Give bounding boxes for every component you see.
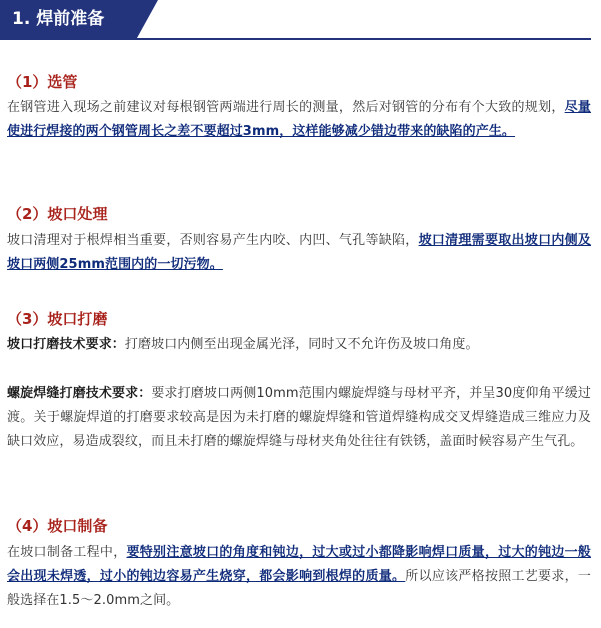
heading-select-pipe: （1）选管 [7, 73, 78, 91]
paragraph-groove-treatment [7, 229, 591, 277]
banner-title: 1. 焊前准备 [12, 9, 105, 29]
text-lead: 螺旋焊缝打磨技术要求： [7, 386, 152, 401]
paragraph-spiral-weld-grinding [7, 382, 591, 454]
paragraph-groove-preparation [7, 541, 591, 613]
heading-groove-preparation: （4）坡口制备 [7, 517, 108, 535]
text-lead: 坡口打磨技术要求： [7, 337, 125, 352]
heading-groove-treatment: （2）坡口处理 [7, 205, 108, 223]
text-plain: 要求打磨坡口两侧10mm范围内螺旋焊缝与母材平齐，并呈30度仰角平缓过渡。关于螺旋焊道的打磨要求较高是因为未打磨的螺旋焊缝和管道焊缝构成交叉焊缝造成三维应力及缺口效应，易造成裂纹，而且未打磨的螺旋焊缝与母材夹角处往往有铁锈，盖面时候容易产生气孔。 [7, 386, 591, 449]
heading-groove-grinding: （3）坡口打磨 [7, 310, 108, 328]
text-highlight: 要特别注意坡口的角度和钝边，过大或过小都降影响焊口质量，过大的钝边一般会出现未焊透，过小的钝边容易产生烧穿，都会影响到根焊的质量。 [7, 545, 591, 584]
text-plain: 在钢管进入现场之前建议对每根钢管两端进行周长的测量，然后对钢管的分布有个大致的规划， [7, 100, 565, 115]
text-plain: 所以应该严格按照工艺要求，一般选择在1.5～2.0mm之间。 [7, 569, 591, 608]
text-plain: 坡口清理对于根焊相当重要，否则容易产生内咬、内凹、气孔等缺陷， [7, 233, 419, 248]
text-plain: 在坡口制备工程中， [7, 545, 127, 560]
text-plain: 打磨坡口内侧至出现金属光泽，同时又不允许伤及坡口角度。 [124, 337, 479, 352]
paragraph-select-pipe [7, 96, 591, 144]
text-highlight: 坡口清理需要取出坡口内侧及坡口两侧25mm范围内的一切污物。 [7, 233, 591, 272]
section-banner [0, 0, 591, 41]
text-highlight: 尽量使进行焊接的两个钢管周长之差不要超过3mm，这样能够减少错边带来的缺陷的产生。 [7, 100, 592, 139]
paragraph-grinding-requirement [7, 333, 591, 357]
